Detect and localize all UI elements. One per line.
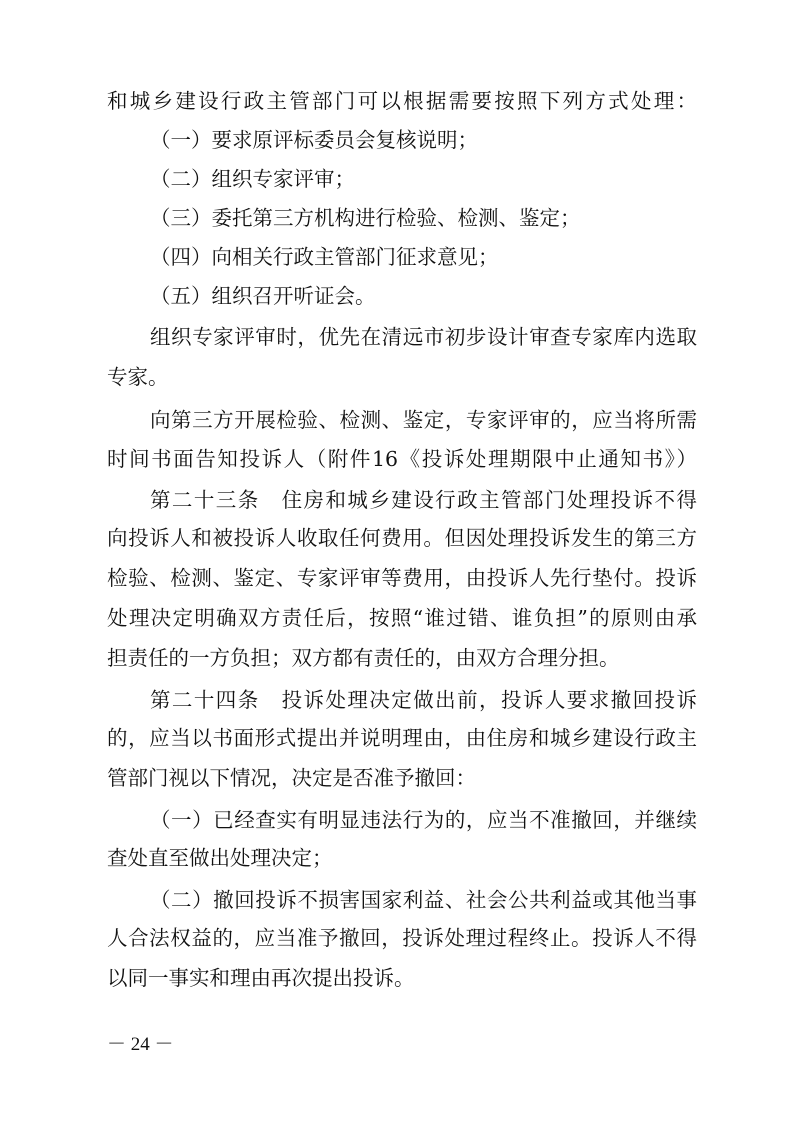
paragraph-line: 检验、检测、鉴定、专家评审等费用，由投诉人先行垫付。投诉	[107, 566, 697, 590]
list-item: 人合法权益的，应当准予撤回，投诉处理过程终止。投诉人不得	[107, 926, 697, 950]
list-item: （五）组织召开听证会。	[150, 284, 376, 308]
paragraph-line: 处理决定明确双方责任后，按照“谁过错、谁负担”的原则由承	[107, 606, 697, 630]
paragraph-line: 专家。	[107, 365, 169, 389]
paragraph-line: 向投诉人和被投诉人收取任何费用。但因处理投诉发生的第三方	[107, 526, 697, 550]
list-item: （二）撤回投诉不损害国家利益、社会公共利益或其他当事	[150, 888, 697, 912]
list-item: （四）向相关行政主管部门征求意见；	[150, 245, 499, 269]
list-item: 以同一事实和理由再次提出投诉。	[107, 966, 415, 990]
paragraph-line: 的，应当以书面形式提出并说明理由，由住房和城乡建设行政主	[107, 726, 697, 750]
article-heading-line: 第二十四条 投诉处理决定做出前，投诉人要求撤回投诉	[150, 688, 697, 712]
paragraph-line: 担责任的一方负担；双方都有责任的，由双方合理分担。	[107, 646, 620, 670]
list-item: （一）要求原评标委员会复核说明；	[150, 128, 478, 152]
paragraph-line: 时间书面告知投诉人（附件16《投诉处理期限中止通知书》）	[107, 447, 697, 471]
list-item: （三）委托第三方机构进行检验、检测、鉴定；	[150, 206, 581, 230]
paragraph-line: 组织专家评审时，优先在清远市初步设计审查专家库内选取	[150, 325, 697, 349]
list-item: 查处直至做出处理决定；	[107, 846, 333, 870]
paragraph-line: 向第三方开展检验、检测、鉴定，专家评审的，应当将所需	[150, 408, 697, 432]
list-item: （一）已经查实有明显违法行为的，应当不准撤回，并继续	[150, 808, 697, 832]
paragraph-line: 管部门视以下情况，决定是否准予撤回：	[107, 766, 476, 790]
page-number: － 24 －	[107, 1034, 174, 1055]
list-item: （二）组织专家评审；	[150, 167, 355, 191]
article-heading-line: 第二十三条 住房和城乡建设行政主管部门处理投诉不得	[150, 488, 697, 512]
text-line: 和城乡建设行政主管部门可以根据需要按照下列方式处理：	[107, 89, 697, 113]
